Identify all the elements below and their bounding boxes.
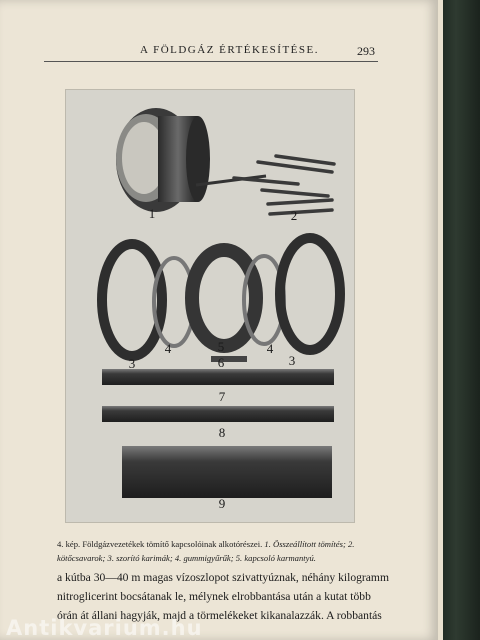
running-head: A FÖLDGÁZ ÉRTÉKESÍTÉSE. xyxy=(140,44,319,56)
fig-label-8: 8 xyxy=(218,425,226,440)
fig-label-3b: 3 xyxy=(288,353,296,368)
caption-number: 4. kép. xyxy=(57,539,81,549)
figure-illustration xyxy=(66,90,354,522)
fig-label-7: 7 xyxy=(218,389,226,404)
caption-item-4: 4. gummigyűrűk; xyxy=(174,553,234,563)
bar-8 xyxy=(102,406,334,422)
watermark: Antikvarium.hu xyxy=(6,616,203,640)
fig-label-5: 5 xyxy=(217,339,225,354)
fig-label-9: 9 xyxy=(218,496,226,511)
bar-9 xyxy=(122,446,332,498)
body-line-1: a kútba 30—40 m magas vízoszlopot szivattyúznak, néhány kilogramm xyxy=(57,571,389,584)
fig-label-4a: 4 xyxy=(164,341,172,356)
body-line-3: órán át állani hagyják, majd a törmelékeket kikanalazzák. A robbantás xyxy=(57,609,382,622)
caption-item-5: 5. kapcsoló karmantyú. xyxy=(235,553,316,563)
caption-title: Földgázvezetékek tömítő kapcsolóinak alkotórészei. xyxy=(82,539,263,549)
page-number: 293 xyxy=(357,44,375,58)
figure-photograph xyxy=(66,90,354,522)
caption-item-3: 3. szorító karimák; xyxy=(107,553,173,563)
book-cover-edge xyxy=(440,0,480,640)
caption-item-1: 1. Összeállított tömítés; xyxy=(264,539,346,549)
fig-label-3a: 3 xyxy=(128,356,136,371)
caption-item-2: 2. kötőcsavarok; xyxy=(57,539,355,563)
fig-label-2: 2 xyxy=(290,208,298,223)
header-rule xyxy=(44,61,378,62)
fig-label-1: 1 xyxy=(148,206,156,221)
body-line-2: nitroglicerint bocsátanak le, mélynek elrobbantása után a kutat több xyxy=(57,590,371,603)
figure-caption xyxy=(57,537,387,565)
fig-label-4b: 4 xyxy=(266,341,274,356)
bar-7 xyxy=(102,369,334,385)
fig-label-6: 6 xyxy=(217,355,225,370)
